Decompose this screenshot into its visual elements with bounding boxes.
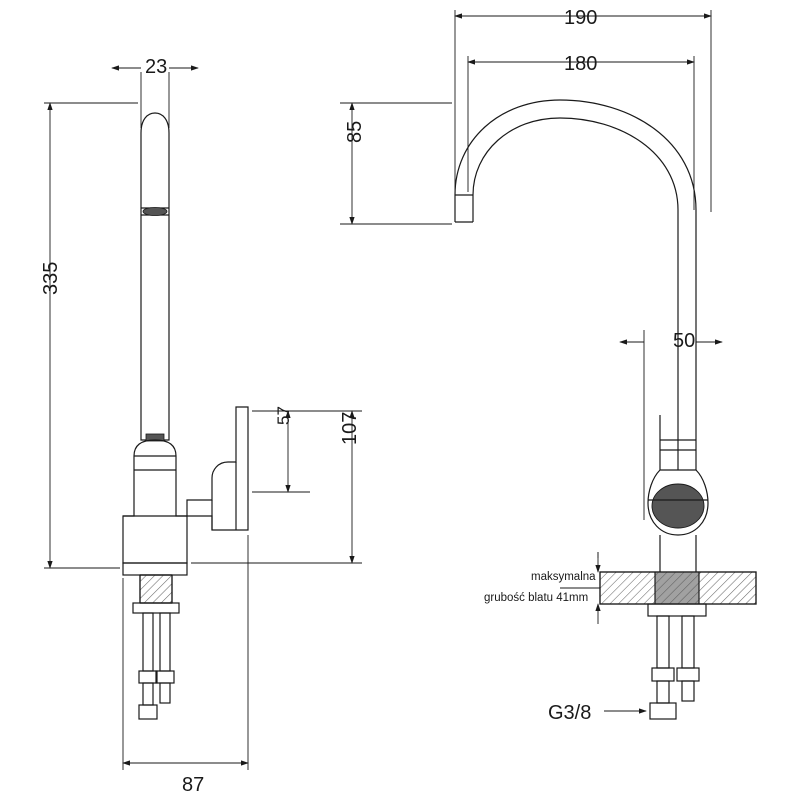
note-counter-thickness-line-1: maksymalna xyxy=(531,571,596,583)
dimension-label-thread-size: G3/8 xyxy=(548,702,592,724)
dimension-label-body-height: 107 xyxy=(339,411,361,445)
dimension-label-spout-reach: 180 xyxy=(564,53,598,75)
dimension-label-handle-height: 57 xyxy=(274,406,293,425)
dimension-label-overall-reach: 190 xyxy=(564,7,598,29)
dimension-label-spout-width: 23 xyxy=(145,56,168,78)
dimension-label-base-width: 87 xyxy=(182,774,205,796)
note-counter-thickness-line-2: grubość blatu 41mm xyxy=(484,592,589,604)
front-view-dimensions xyxy=(44,68,362,770)
dimension-label-spout-outlet-height: 85 xyxy=(344,120,366,143)
side-view-dimensions xyxy=(340,7,722,711)
dimension-label-swivel-offset: 50 xyxy=(673,330,696,352)
dimension-label-total-height: 335 xyxy=(40,261,62,295)
front-view-geometry xyxy=(123,113,248,719)
